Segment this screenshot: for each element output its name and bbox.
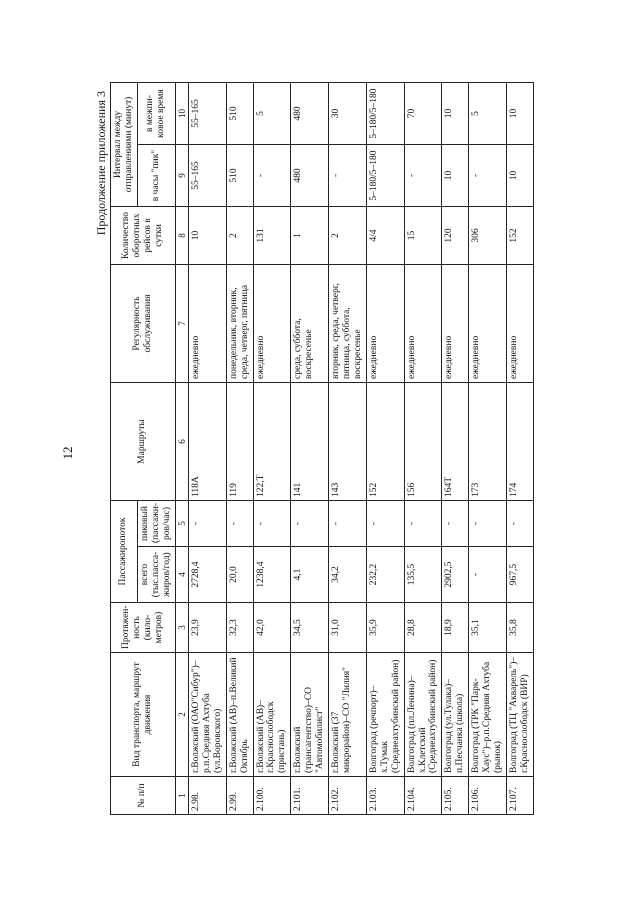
- interval-offpeak-cell: 55–165: [188, 82, 226, 144]
- length-cell: 28,8: [404, 602, 442, 652]
- regularity-cell: ежедневно: [253, 264, 291, 382]
- interval-offpeak-cell: 510: [226, 82, 253, 144]
- interval-peak-cell: 10: [507, 144, 534, 206]
- route-cell: г.Волжский (трансагентство)–СО "Автомобилист": [291, 652, 329, 776]
- route-number-cell: 122,Т: [253, 382, 291, 500]
- pax-total-cell: 1238,4: [253, 546, 291, 602]
- col-number: 9: [175, 144, 188, 206]
- trips-cell: 2: [329, 206, 367, 264]
- row-number: 2.107.: [507, 776, 534, 814]
- trips-cell: 4/4: [366, 206, 404, 264]
- route-number-cell: 118А: [188, 382, 226, 500]
- route-cell: Волгоград (пл.Ленина)–х.Клетский (Среднеахтубинский район): [404, 652, 442, 776]
- pax-total-cell: -: [469, 546, 507, 602]
- row-number: 2.106.: [469, 776, 507, 814]
- header-route: Вид транспорта, маршрут движения: [111, 652, 176, 776]
- pax-peak-cell: -: [442, 500, 469, 546]
- route-number-cell: 174: [507, 382, 534, 500]
- regularity-cell: ежедневно: [366, 264, 404, 382]
- col-number: 8: [175, 206, 188, 264]
- col-number: 2: [175, 652, 188, 776]
- route-cell: Волгоград (речпорт)–х.Тумак (Среднеахтубинский район): [366, 652, 404, 776]
- length-cell: 34,5: [291, 602, 329, 652]
- length-cell: 35,8: [507, 602, 534, 652]
- interval-peak-cell: 55–165: [188, 144, 226, 206]
- row-number: 2.98.: [188, 776, 226, 814]
- table-row: [253, 82, 291, 814]
- header-interval: Интервал между отправлениями (минут): [111, 82, 138, 206]
- table-row: [404, 82, 442, 814]
- pax-peak-cell: -: [366, 500, 404, 546]
- route-number-cell: 141: [291, 382, 329, 500]
- interval-peak-cell: -: [404, 144, 442, 206]
- length-cell: 23,9: [188, 602, 226, 652]
- interval-peak-cell: 480: [291, 144, 329, 206]
- table-row: [366, 82, 404, 814]
- header-pax-total: всего (тыс.пасса-жиров/год): [137, 546, 175, 602]
- regularity-cell: ежедневно: [469, 264, 507, 382]
- row-number: 2.103.: [366, 776, 404, 814]
- pax-peak-cell: -: [226, 500, 253, 546]
- regularity-cell: среда, суббота, воскресенье: [291, 264, 329, 382]
- row-number: 2.99.: [226, 776, 253, 814]
- interval-peak-cell: 5–180/5–180: [366, 144, 404, 206]
- pax-peak-cell: -: [291, 500, 329, 546]
- header-interval-peak: в часы "пик": [137, 144, 175, 206]
- trips-cell: 152: [507, 206, 534, 264]
- interval-offpeak-cell: 5: [253, 82, 291, 144]
- continuation-caption: Продолжение приложения 3: [94, 90, 108, 235]
- col-number: 1: [175, 776, 188, 814]
- header-interval-offpeak: в межпи-ковое время: [137, 82, 175, 144]
- pax-peak-cell: -: [507, 500, 534, 546]
- table-row: [469, 82, 507, 814]
- interval-peak-cell: 510: [226, 144, 253, 206]
- col-number: 6: [175, 382, 188, 500]
- header-passenger-flow: Пассажиропоток: [111, 500, 138, 602]
- route-number-cell: 173: [469, 382, 507, 500]
- col-number: 10: [175, 82, 188, 144]
- header-routes: Маршруты: [111, 382, 176, 500]
- regularity-cell: ежедневно: [442, 264, 469, 382]
- length-cell: 35,1: [469, 602, 507, 652]
- trips-cell: 306: [469, 206, 507, 264]
- pax-total-cell: 135,5: [404, 546, 442, 602]
- interval-offpeak-cell: 5–180/5–180: [366, 82, 404, 144]
- pax-peak-cell: -: [253, 500, 291, 546]
- route-number-cell: 164Т: [442, 382, 469, 500]
- route-cell: Волгоград (ТРК "Парк-Хаус")–р.п.Средняя Ахтуба (рынок): [469, 652, 507, 776]
- trips-cell: 120: [442, 206, 469, 264]
- interval-offpeak-cell: 70: [404, 82, 442, 144]
- regularity-cell: понедельник, вторник, среда, четверг, пятница: [226, 264, 253, 382]
- route-number-cell: 156: [404, 382, 442, 500]
- length-cell: 18,9: [442, 602, 469, 652]
- interval-offpeak-cell: 480: [291, 82, 329, 144]
- header-trips: Количество оборотных рейсов в сутки: [111, 206, 176, 264]
- length-cell: 32,3: [226, 602, 253, 652]
- interval-offpeak-cell: 10: [507, 82, 534, 144]
- table-row: [329, 82, 367, 814]
- pax-total-cell: 4,1: [291, 546, 329, 602]
- col-number: 5: [175, 500, 188, 546]
- table-row: [291, 82, 329, 814]
- interval-offpeak-cell: 10: [442, 82, 469, 144]
- trips-cell: 131: [253, 206, 291, 264]
- interval-peak-cell: -: [253, 144, 291, 206]
- route-cell: г.Волжский (37 микрорайон)–СО "Лилия": [329, 652, 367, 776]
- header-num: № п/п: [111, 776, 176, 814]
- route-number-cell: 152: [366, 382, 404, 500]
- header-pax-peak: пиковый (пассажи-ров/час): [137, 500, 175, 546]
- row-number: 2.101.: [291, 776, 329, 814]
- route-cell: г.Волжский (ОАО"Сибур")–р.п.Средняя Ахтуба (ул.Воровского): [188, 652, 226, 776]
- page-number: 12: [60, 446, 75, 459]
- route-number-cell: 119: [226, 382, 253, 500]
- header-length: Протяжен-ность (кило-метров): [111, 602, 176, 652]
- route-cell: г.Волжский (АВ)–п.Великий Октябрь: [226, 652, 253, 776]
- interval-offpeak-cell: 5: [469, 82, 507, 144]
- regularity-cell: вторник, среда, четверг, пятница, суббота, воскресенье: [329, 264, 367, 382]
- pax-peak-cell: -: [404, 500, 442, 546]
- header-regularity: Регулярность обслуживания: [111, 264, 176, 382]
- route-cell: Волгоград (ул.Тулака)–п.Песчанка (школа): [442, 652, 469, 776]
- length-cell: 35,9: [366, 602, 404, 652]
- table-row: [226, 82, 253, 814]
- row-number: 2.102.: [329, 776, 367, 814]
- interval-peak-cell: -: [329, 144, 367, 206]
- trips-cell: 2: [226, 206, 253, 264]
- row-number: 2.100.: [253, 776, 291, 814]
- pax-total-cell: 232,2: [366, 546, 404, 602]
- column-numbers-row: [175, 82, 188, 814]
- row-number: 2.105.: [442, 776, 469, 814]
- table-row: [188, 82, 226, 814]
- trips-cell: 15: [404, 206, 442, 264]
- routes-table: [110, 82, 534, 815]
- pax-peak-cell: -: [188, 500, 226, 546]
- pax-total-cell: 2728,4: [188, 546, 226, 602]
- table-row: [442, 82, 469, 814]
- route-cell: г.Волжский (АВ)–г.Краснослободск (пристань): [253, 652, 291, 776]
- col-number: 4: [175, 546, 188, 602]
- interval-peak-cell: -: [469, 144, 507, 206]
- length-cell: 42,0: [253, 602, 291, 652]
- row-number: 2.104.: [404, 776, 442, 814]
- regularity-cell: ежедневно: [507, 264, 534, 382]
- table-row: [507, 82, 534, 814]
- interval-peak-cell: 10: [442, 144, 469, 206]
- route-number-cell: 143: [329, 382, 367, 500]
- pax-total-cell: 967,5: [507, 546, 534, 602]
- regularity-cell: ежедневно: [404, 264, 442, 382]
- col-number: 3: [175, 602, 188, 652]
- pax-peak-cell: -: [329, 500, 367, 546]
- route-cell: Волгоград (ТЦ "Акварель")–г.Краснослободск (ВИР): [507, 652, 534, 776]
- pax-total-cell: 34,2: [329, 546, 367, 602]
- document-page: [60, 83, 580, 823]
- col-number: 7: [175, 264, 188, 382]
- regularity-cell: ежедневно: [188, 264, 226, 382]
- pax-total-cell: 20,0: [226, 546, 253, 602]
- pax-peak-cell: -: [469, 500, 507, 546]
- interval-offpeak-cell: 30: [329, 82, 367, 144]
- trips-cell: 10: [188, 206, 226, 264]
- length-cell: 31,0: [329, 602, 367, 652]
- pax-total-cell: 2902,5: [442, 546, 469, 602]
- trips-cell: 1: [291, 206, 329, 264]
